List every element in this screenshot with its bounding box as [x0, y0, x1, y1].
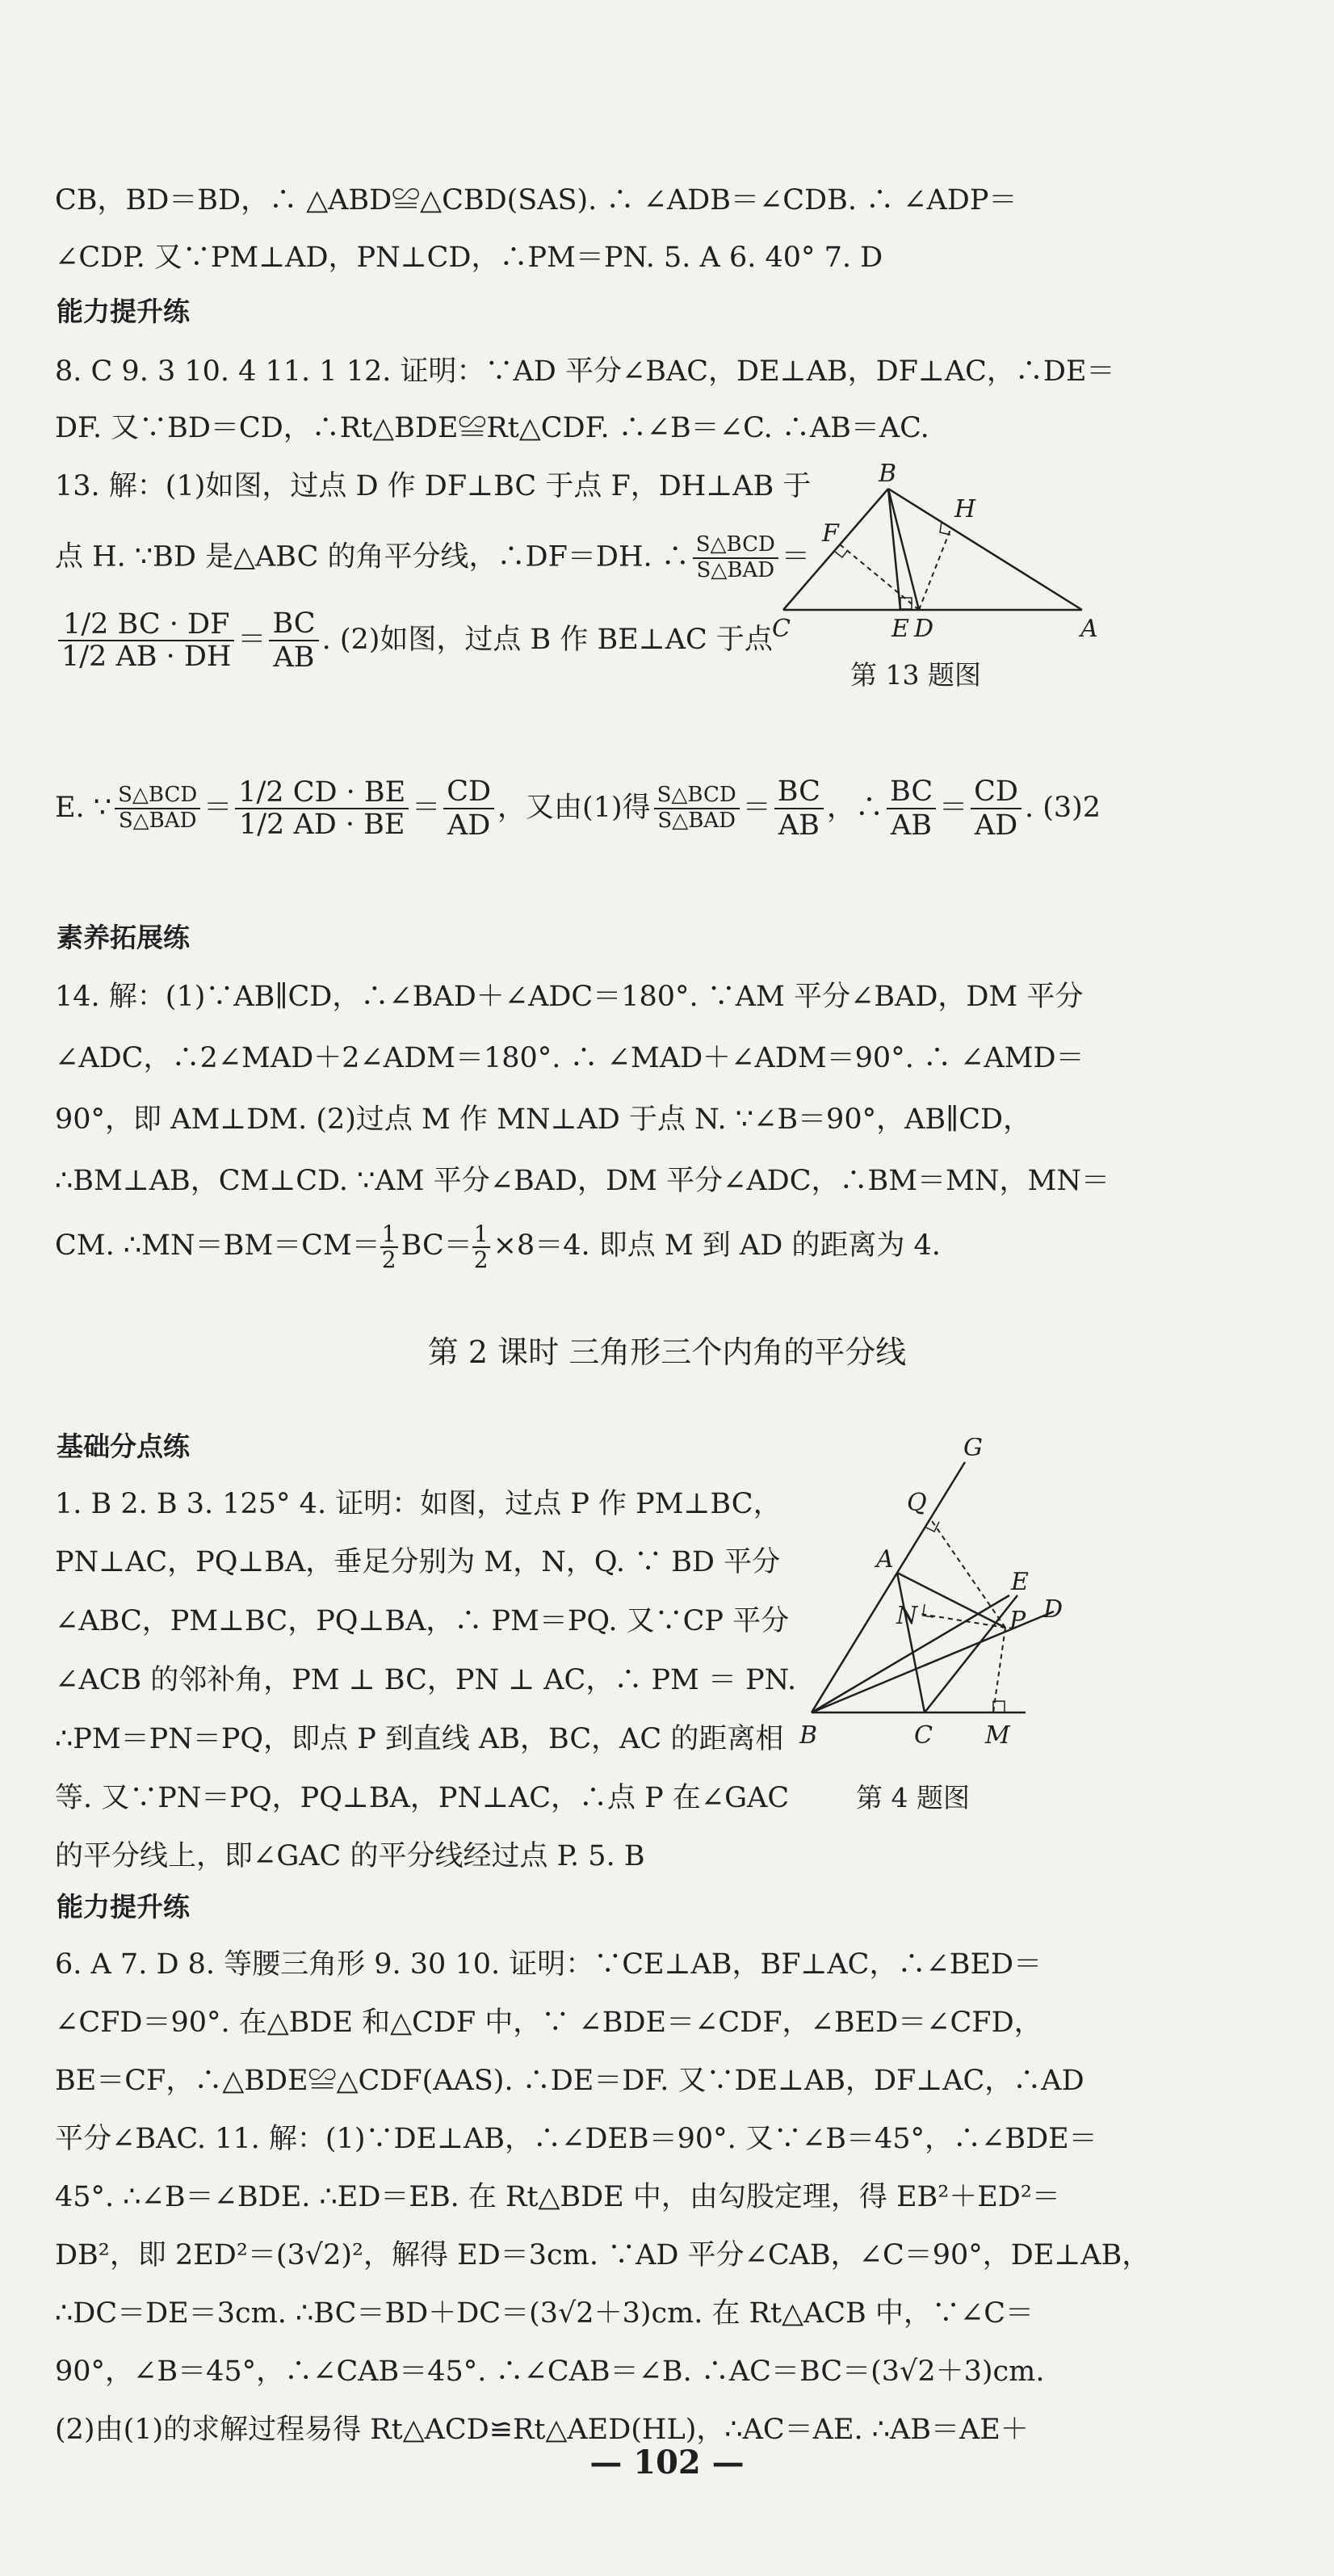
- numerator: S△BCD: [654, 784, 740, 809]
- label-e: E: [891, 615, 909, 643]
- segment-df: [840, 544, 919, 610]
- segment-bd: [888, 489, 919, 610]
- area-ratio-fraction: [58, 609, 234, 673]
- denominator: 1/2 AB · DH: [61, 641, 232, 674]
- equals-sign: ＝: [412, 791, 441, 824]
- denominator: AD: [974, 809, 1018, 843]
- label-m: M: [985, 1721, 1010, 1750]
- side-ratio-fraction: [971, 775, 1021, 843]
- text-line: [55, 1221, 941, 1271]
- text-line: [55, 775, 1101, 843]
- segment-dh: [919, 527, 951, 610]
- side-ratio-fraction: [887, 775, 936, 843]
- page-number: — 102 —: [589, 2444, 745, 2481]
- side-ratio-fraction: [269, 607, 318, 674]
- text-span: BC＝: [401, 1229, 472, 1262]
- denominator: 2: [381, 1246, 396, 1273]
- text-line: [55, 607, 773, 674]
- label-c: C: [914, 1721, 933, 1750]
- lesson-title: 第 2 课时 三角形三个内角的平分线: [427, 1334, 907, 1370]
- side-cb: [783, 489, 888, 610]
- text-line: ∠CDP. 又∵PM⊥AD，PN⊥CD，∴PM＝PN. 5. A 6. 40° 7. D: [55, 242, 883, 274]
- numerator: 1/2 CD · BE: [235, 777, 409, 810]
- label-e: E: [1011, 1568, 1029, 1596]
- label-g: G: [963, 1438, 983, 1462]
- numerator: 1: [473, 1221, 489, 1248]
- text-line: ∠ABC，PM⊥BC，PQ⊥BA，∴ PM＝PQ. 又∵CP 平分: [55, 1605, 790, 1637]
- text-line: 8. C 9. 3 10. 4 11. 1 12. 证明：∵AD 平分∠BAC，DE⊥AB，DF⊥AC，∴DE＝: [55, 355, 1115, 388]
- figure-4-caption: 第 4 题图: [856, 1782, 970, 1813]
- text-line: ∴PM＝PN＝PQ，即点 P 到直线 AB，BC，AC 的距离相: [55, 1723, 784, 1755]
- half-fraction: [380, 1222, 398, 1271]
- ray-bg: [812, 1462, 965, 1712]
- equals-sign: ＝: [742, 791, 771, 824]
- numerator: S△BCD: [693, 533, 778, 559]
- label-c: C: [772, 615, 791, 643]
- denominator: S△BAD: [657, 809, 736, 834]
- text-line: DF. 又∵BD＝CD，∴Rt△BDE≌Rt△CDF. ∴∠B＝∠C. ∴AB＝AC.: [55, 412, 929, 444]
- numerator: CD: [971, 775, 1021, 809]
- label-a: A: [1080, 615, 1098, 643]
- denominator: 1/2 AD · BE: [238, 809, 405, 842]
- text-span: E. ∵: [55, 791, 112, 824]
- text-line: 45°. ∴∠B＝∠BDE. ∴ED＝EB. 在 Rt△BDE 中，由勾股定理，得 EB²＋ED²＝: [55, 2181, 1060, 2213]
- area-ratio-fraction: [115, 784, 200, 834]
- segment-pq: [930, 1519, 1005, 1628]
- section-heading-basic: 基础分点练: [57, 1431, 190, 1462]
- text-line: 90°，即 AM⊥DM. (2)过点 M 作 MN⊥AD 于点 N. ∵∠B＝90°，AB∥CD，: [55, 1103, 1032, 1136]
- denominator: AD: [447, 809, 491, 843]
- text-line: 点 H. ∵BD 是△ABC 的角平分线，∴DF＝DH. ∴ $\frac{\text{S△BCD}}{\text{S△BAD}}$ ＝: [55, 532, 810, 582]
- figure-13-caption: 第 13 题图: [850, 659, 981, 691]
- denominator: AB: [778, 809, 820, 843]
- numerator: 1/2 BC · DF: [58, 609, 234, 642]
- equals-sign: ＝: [203, 791, 233, 824]
- side-ratio-fraction: [774, 775, 824, 843]
- label-p: P: [1009, 1607, 1026, 1635]
- text-line: ∠ACB 的邻补角，PM ⊥ BC，PN ⊥ AC，∴ PM ＝ PN.: [55, 1664, 797, 1696]
- segment-pm: [993, 1628, 1005, 1712]
- denominator: 2: [473, 1246, 489, 1273]
- label-q: Q: [907, 1489, 927, 1517]
- figure-13-diagram: [759, 460, 1114, 646]
- label-f: F: [822, 519, 839, 548]
- numerator: BC: [887, 775, 936, 809]
- label-d: D: [1043, 1595, 1063, 1624]
- text-line: 的平分线上，即∠GAC 的平分线经过点 P. 5. B: [55, 1840, 645, 1872]
- right-angle-mark: [835, 550, 848, 557]
- numerator: BC: [269, 607, 318, 641]
- text-line: 14. 解：(1)∵AB∥CD，∴∠BAD＋∠ADC＝180°. ∵AM 平分∠BAD，DM 平分: [55, 981, 1084, 1013]
- label-h: H: [954, 495, 976, 523]
- denominator: S△BAD: [118, 809, 197, 834]
- label-n: N: [896, 1602, 918, 1630]
- denominator: AB: [891, 809, 933, 843]
- text-span: . (2)如图，过点 B 作 BE⊥AC 于点: [321, 623, 773, 656]
- segment-ce: [925, 1595, 1017, 1712]
- text-line: 1. B 2. B 3. 125° 4. 证明：如图，过点 P 作 PM⊥BC，: [55, 1488, 782, 1520]
- text-span: ，∴: [826, 791, 883, 824]
- denominator: S△BAD: [696, 557, 775, 582]
- section-heading-ability: 能力提升练: [57, 1891, 190, 1923]
- segment-ac: [897, 1573, 925, 1712]
- text-span: . (3)2: [1024, 791, 1101, 824]
- text-line: 90°，∠B＝45°，∴∠CAB＝45°. ∴∠CAB＝∠B. ∴AC＝BC＝(3√2＋3)cm.: [55, 2355, 1045, 2388]
- text-line: ∠ADC，∴2∠MAD＋2∠ADM＝180°. ∴ ∠MAD＋∠ADM＝90°. ∴ ∠AMD＝: [55, 1042, 1084, 1074]
- text-line: (2)由(1)的求解过程易得 Rt△ACD≌Rt△AED(HL)，∴AC＝AE. ∴AB＝AE＋: [55, 2414, 1029, 2446]
- area-ratio-fraction: [235, 777, 409, 841]
- side-ratio-fraction: [443, 775, 494, 843]
- side-ba: [888, 489, 1082, 610]
- text-span: 点 H. ∵BD 是△ABC 的角平分线，∴DF＝DH. ∴: [55, 540, 690, 574]
- section-heading-ability: 能力提升练: [57, 296, 190, 327]
- half-fraction: [472, 1222, 490, 1271]
- text-line: PN⊥AC，PQ⊥BA，垂足分别为 M，N，Q. ∵ BD 平分: [55, 1546, 781, 1578]
- equals-sign: ＝: [939, 791, 968, 824]
- label-b: B: [879, 460, 897, 488]
- numerator: BC: [774, 775, 824, 809]
- text-line: DB²，即 2ED²＝(3√2)²，解得 ED＝3cm. ∵AD 平分∠CAB，∠C＝90°，DE⊥AB，: [55, 2239, 1151, 2271]
- segment-be: [888, 489, 900, 610]
- denominator: AB: [273, 641, 315, 674]
- text-line: 6. A 7. D 8. 等腰三角形 9. 30 10. 证明：∵CE⊥AB，BF⊥AC，∴∠BED＝: [55, 1948, 1042, 1981]
- numerator: S△BCD: [115, 784, 200, 809]
- text-line: ∴BM⊥AB，CM⊥CD. ∵AM 平分∠BAD，DM 平分∠ADC，∴BM＝MN，MN＝: [55, 1165, 1110, 1197]
- equals-sign: ＝: [237, 623, 266, 656]
- text-span: ×8＝4. 即点 M 到 AD 的距离为 4.: [493, 1229, 941, 1262]
- text-line: 平分∠BAC. 11. 解：(1)∵DE⊥AB，∴∠DEB＝90°. 又∵∠B＝45°，∴∠BDE＝: [55, 2123, 1097, 2155]
- numerator: CD: [443, 775, 494, 809]
- text-line: 等. 又∵PN＝PQ，PQ⊥BA，PN⊥AC，∴点 P 在∠GAC: [55, 1782, 790, 1814]
- text-line: ∴DC＝DE＝3cm. ∴BC＝BD＋DC＝(3√2＋3)cm. 在 Rt△ACB 中，∵∠C＝: [55, 2297, 1034, 2330]
- text-line: BE＝CF，∴△BDE≌△CDF(AAS). ∴DE＝DF. 又∵DE⊥AB，DF⊥AC，∴AD: [55, 2065, 1084, 2097]
- label-a: A: [876, 1545, 894, 1574]
- numerator: 1: [381, 1221, 396, 1248]
- label-d: D: [914, 615, 934, 643]
- text-span: ，又由(1)得: [497, 791, 651, 824]
- label-b: B: [799, 1721, 818, 1750]
- text-line: CB，BD＝BD，∴ △ABD≌△CBD(SAS). ∴ ∠ADB＝∠CDB. ∴ ∠ADP＝: [55, 184, 1017, 216]
- figure-4-diagram: [791, 1438, 1082, 1761]
- text-line: 13. 解：(1)如图，过点 D 作 DF⊥BC 于点 F，DH⊥AB 于: [55, 470, 812, 502]
- text-line: ∠CFD＝90°. 在△BDE 和△CDF 中，∵ ∠BDE＝∠CDF，∠BED＝∠CFD，: [55, 2007, 1042, 2039]
- area-ratio-fraction: [654, 784, 740, 834]
- text-span: CM. ∴MN＝BM＝CM＝: [55, 1229, 380, 1262]
- section-heading-literacy: 素养拓展练: [57, 922, 190, 953]
